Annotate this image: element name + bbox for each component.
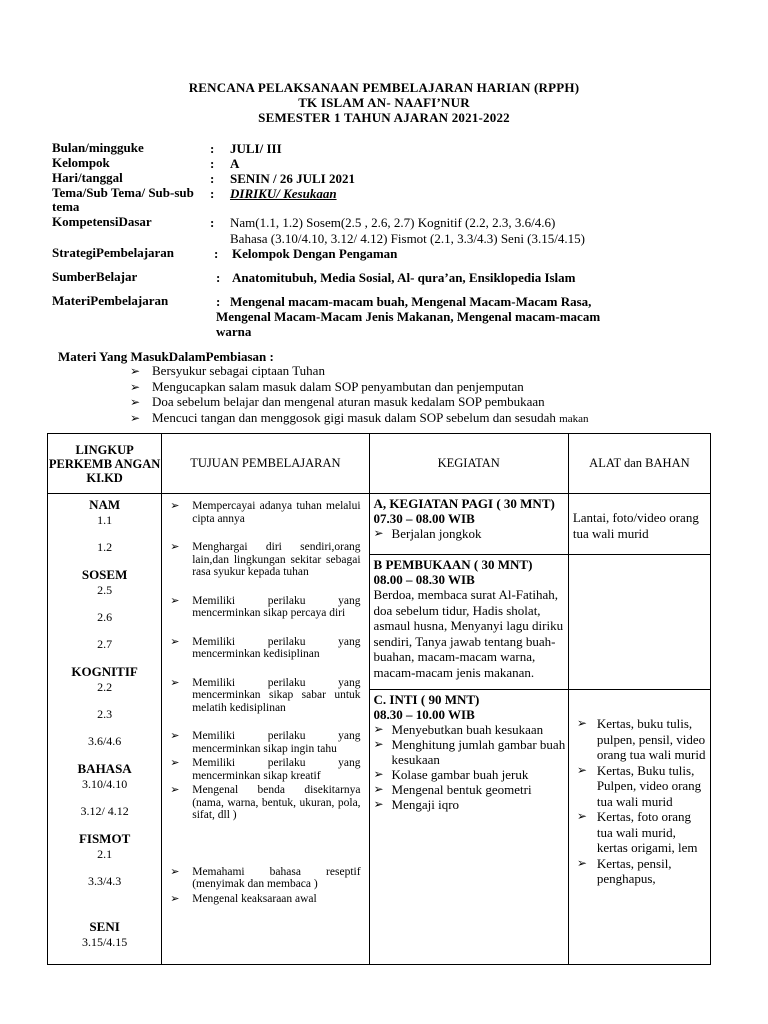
arrow-bullet-icon: ➢ [170, 541, 180, 553]
goal-item: ➢ Memiliki perilaku yang mencerminkan sikap sabar untuk melatih kedisiplinan [162, 677, 368, 715]
arrow-bullet-icon: ➢ [373, 722, 384, 736]
list-item: ➢ Mengucapkan salam masuk dalam SOP penyambutan dan penjemputan [130, 378, 524, 394]
arrow-bullet-icon: ➢ [130, 395, 141, 409]
list-item: ➢ Mengenal bentuk geometri [373, 782, 532, 797]
alat-inti-list [569, 690, 710, 887]
pembukaan-heading1: B PEMBUKAAN ( 30 MNT) [373, 557, 533, 572]
kd-code: 3.6/4.6 [87, 734, 122, 748]
arrow-bullet-icon: ➢ [170, 676, 180, 689]
colon: : [214, 246, 219, 261]
header-lingkup: LINGKUP PERKEMB ANGAN KI.KD [48, 434, 162, 494]
arrow-bullet-icon: ➢ [130, 410, 141, 425]
arrow-bullet-icon: ➢ [170, 635, 180, 648]
kd-list [48, 494, 161, 950]
habituation-list [130, 363, 730, 425]
kd-code: 1.2 [97, 540, 113, 554]
colon: : [210, 156, 215, 171]
kompetensi-line1: Nam(1.1, 1.2) Sosem(2.5 , 2.6, 2.7) Kognitif (2.2, 2.3, 3.6/4.6) [230, 215, 556, 230]
info-materi [52, 294, 732, 340]
kd-code: 1.1 [97, 513, 113, 527]
kd-code: 2.3 [97, 707, 113, 721]
colon: : [210, 171, 215, 186]
inti-list [370, 722, 568, 812]
materi-line3: warna [216, 324, 252, 339]
kd-sosem: SOSEM [81, 567, 128, 582]
kegiatan-pagi-list [370, 526, 568, 541]
strategi-label: StrategiPembelajaran [52, 245, 175, 260]
list-item: ➢ Mengaji iqro [373, 797, 460, 812]
hari-label: Hari/tanggal [52, 170, 123, 185]
goal-item: ➢ Memahami bahasa reseptif (menyimak dan membaca ) [162, 866, 368, 891]
arrow-bullet-icon: ➢ [373, 737, 384, 751]
materi-line1: Mengenal macam-macam buah, Mengenal Macam-Macam Rasa, [230, 294, 592, 309]
pembukaan-heading2: 08.00 – 08.30 WIB [373, 572, 475, 587]
list-item: ➢ Kolase gambar buah jeruk [373, 767, 529, 782]
list-item: ➢ Kertas, pensil, penghapus, [576, 855, 672, 886]
kd-code: 2.1 [97, 847, 113, 861]
colon: : [210, 215, 215, 230]
arrow-bullet-icon: ➢ [373, 526, 384, 540]
goal-item: ➢ Memiliki perilaku yang mencerminkan kedisiplinan [162, 636, 368, 661]
kd-column [48, 494, 162, 965]
arrow-bullet-icon: ➢ [576, 809, 587, 823]
arrow-bullet-icon: ➢ [373, 767, 384, 781]
kegiatan-pagi-cell [369, 494, 568, 555]
goal-item: ➢ Mengenal benda disekitarnya (nama, warna, bentuk, ukuran, pola, sifat, dll ) [162, 784, 368, 822]
tema-value: DIRIKU/ Kesukaan [230, 186, 337, 201]
kd-code: 2.5 [97, 583, 113, 597]
arrow-bullet-icon: ➢ [170, 892, 180, 905]
habituation-title: Materi Yang MasukDalamPembiasan : [58, 349, 274, 364]
doc-title-line2: TK ISLAM AN- NAAFI’NUR [298, 95, 470, 110]
arrow-bullet-icon: ➢ [170, 784, 180, 796]
colon: : [210, 186, 215, 201]
arrow-bullet-icon: ➢ [170, 730, 180, 742]
goal-item: ➢ Mempercayai adanya tuhan melalui cipta annya [162, 500, 368, 525]
sumber-label: SumberBelajar [52, 269, 138, 284]
kegiatan-inti-cell [369, 690, 568, 965]
pembukaan-text: Berdoa, membaca surat Al-Fatihah, doa sebelum tidur, Hadis sholat, asmaul husna, Menyanyi lagu diriku sendiri, Tanya jawab tentang buah-buahan, macam-macam warna, macam-macam jenis makanan. [373, 587, 564, 680]
goal-item: ➢ Memiliki perilaku yang mencerminkan sikap kreatif [162, 757, 368, 782]
table-header-row [48, 434, 711, 494]
goal-item: ➢ Memiliki perilaku yang mencerminkan sikap ingin tahu [162, 730, 368, 755]
materi-line2: Mengenal Macam-Macam Jenis Makanan, Mengenal macam-macam [216, 309, 601, 324]
list-item: ➢ Kertas, Buku tulis, Pulpen, video orang tua wali murid [576, 762, 702, 809]
list-item: ➢ Bersyukur sebagai ciptaan Tuhan [130, 363, 325, 378]
kd-code: 3.15/4.15 [81, 935, 128, 949]
kd-code: 3.3/4.3 [87, 874, 122, 888]
kd-kognitif: KOGNITIF [71, 664, 138, 679]
goal-item: ➢ Mengenal keaksaraan awal [162, 893, 368, 906]
kegiatan-pembukaan-cell [369, 555, 568, 690]
table-body-row [48, 494, 711, 555]
kompetensi-label: KompetensiDasar [52, 214, 152, 229]
sumber-value: Anatomitubuh, Media Sosial, Al- qura’an, Ensiklopedia Islam [232, 270, 576, 285]
header-kegiatan: KEGIATAN [369, 434, 568, 494]
list-item: ➢ Mencuci tangan dan menggosok gigi masuk dalam SOP sebelum dan sesudah makan [130, 409, 589, 425]
doc-title-line3: SEMESTER 1 TAHUN AJARAN 2021-2022 [258, 110, 510, 125]
list-item: ➢ Menghitung jumlah gambar buah kesukaan [373, 737, 566, 767]
strategi-value: Kelompok Dengan Pengaman [232, 246, 398, 261]
habit-suffix: makan [559, 412, 589, 425]
inti-heading1: C. INTI ( 90 MNT) [373, 692, 480, 707]
list-item: ➢ Kertas, foto orang tua wali murid, kertas origami, lem [576, 809, 698, 855]
doc-title-line1: RENCANA PELAKSANAAN PEMBELAJARAN HARIAN (RPPH) [188, 80, 580, 95]
kd-code: 2.2 [97, 680, 113, 694]
arrow-bullet-icon: ➢ [576, 716, 587, 730]
alat-pagi-cell [568, 494, 710, 555]
alat-pembukaan-cell [568, 555, 710, 690]
kompetensi-line2: Bahasa (3.10/4.10, 3.12/ 4.12) Fismot (2.1, 3.3/4.3) Seni (3.15/4.15) [230, 231, 585, 246]
goal-item: ➢ Memiliki perilaku yang mencerminkan sikap percaya diri [162, 595, 368, 620]
list-item: ➢ Menyebutkan buah kesukaan [373, 722, 544, 737]
kd-code: 3.10/4.10 [81, 777, 128, 791]
colon: : [216, 294, 221, 309]
info-kompetensi [52, 215, 732, 247]
bulan-label: Bulan/mingguke [52, 140, 144, 155]
alat-pagi-text: Lantai, foto/video orang tua wali murid [572, 510, 699, 541]
list-item: ➢ Kertas, buku tulis, pulpen, pensil, video orang tua wali murid [576, 716, 706, 762]
arrow-bullet-icon: ➢ [576, 855, 587, 870]
list-item: ➢ Doa sebelum belajar dan mengenal aturan masuk kedalam SOP pembukaan [130, 394, 545, 409]
bulan-value: JULI/ III [230, 141, 282, 156]
materi-label: MateriPembelajaran [52, 293, 169, 308]
goal-item: ➢ Menghargai diri sendiri,orang lain,dan lingkungan sekitar sebagai rasa syukur kepada tuhan [162, 541, 368, 579]
inti-heading2: 08.30 – 10.00 WIB [373, 707, 475, 722]
kd-bahasa: BAHASA [77, 761, 132, 776]
kegiatan-pagi-heading: A, KEGIATAN PAGI ( 30 MNT) 07.30 – 08.00 WIB [373, 496, 555, 526]
kelompok-label: Kelompok [52, 155, 110, 170]
colon: : [210, 141, 215, 156]
kd-fismot: FISMOT [78, 831, 131, 846]
arrow-bullet-icon: ➢ [130, 364, 141, 378]
arrow-bullet-icon: ➢ [373, 782, 384, 796]
hari-value: SENIN / 26 JULI 2021 [230, 171, 355, 186]
kd-code: 3.12/ 4.12 [80, 804, 129, 818]
goals-list [162, 494, 368, 905]
arrow-bullet-icon: ➢ [170, 500, 180, 512]
kd-code: 2.6 [97, 610, 113, 624]
kd-code: 2.7 [97, 637, 113, 651]
tema-label: Tema/Sub Tema/ Sub-sub tema [52, 185, 194, 214]
arrow-bullet-icon: ➢ [373, 797, 384, 811]
kelompok-value: A [230, 156, 240, 171]
colon: : [216, 270, 221, 285]
kd-seni: SENI [89, 919, 120, 934]
header-alat: ALAT dan BAHAN [568, 434, 710, 494]
list-item: ➢ Berjalan jongkok [373, 526, 482, 541]
arrow-bullet-icon: ➢ [130, 379, 141, 394]
goals-column [162, 494, 369, 965]
alat-inti-cell [568, 690, 710, 965]
arrow-bullet-icon: ➢ [170, 757, 180, 769]
header-tujuan: TUJUAN PEMBELAJARAN [162, 434, 369, 494]
kd-nam: NAM [89, 497, 121, 512]
arrow-bullet-icon: ➢ [576, 762, 587, 777]
plan-table [47, 433, 711, 965]
arrow-bullet-icon: ➢ [170, 865, 180, 878]
arrow-bullet-icon: ➢ [170, 594, 180, 607]
